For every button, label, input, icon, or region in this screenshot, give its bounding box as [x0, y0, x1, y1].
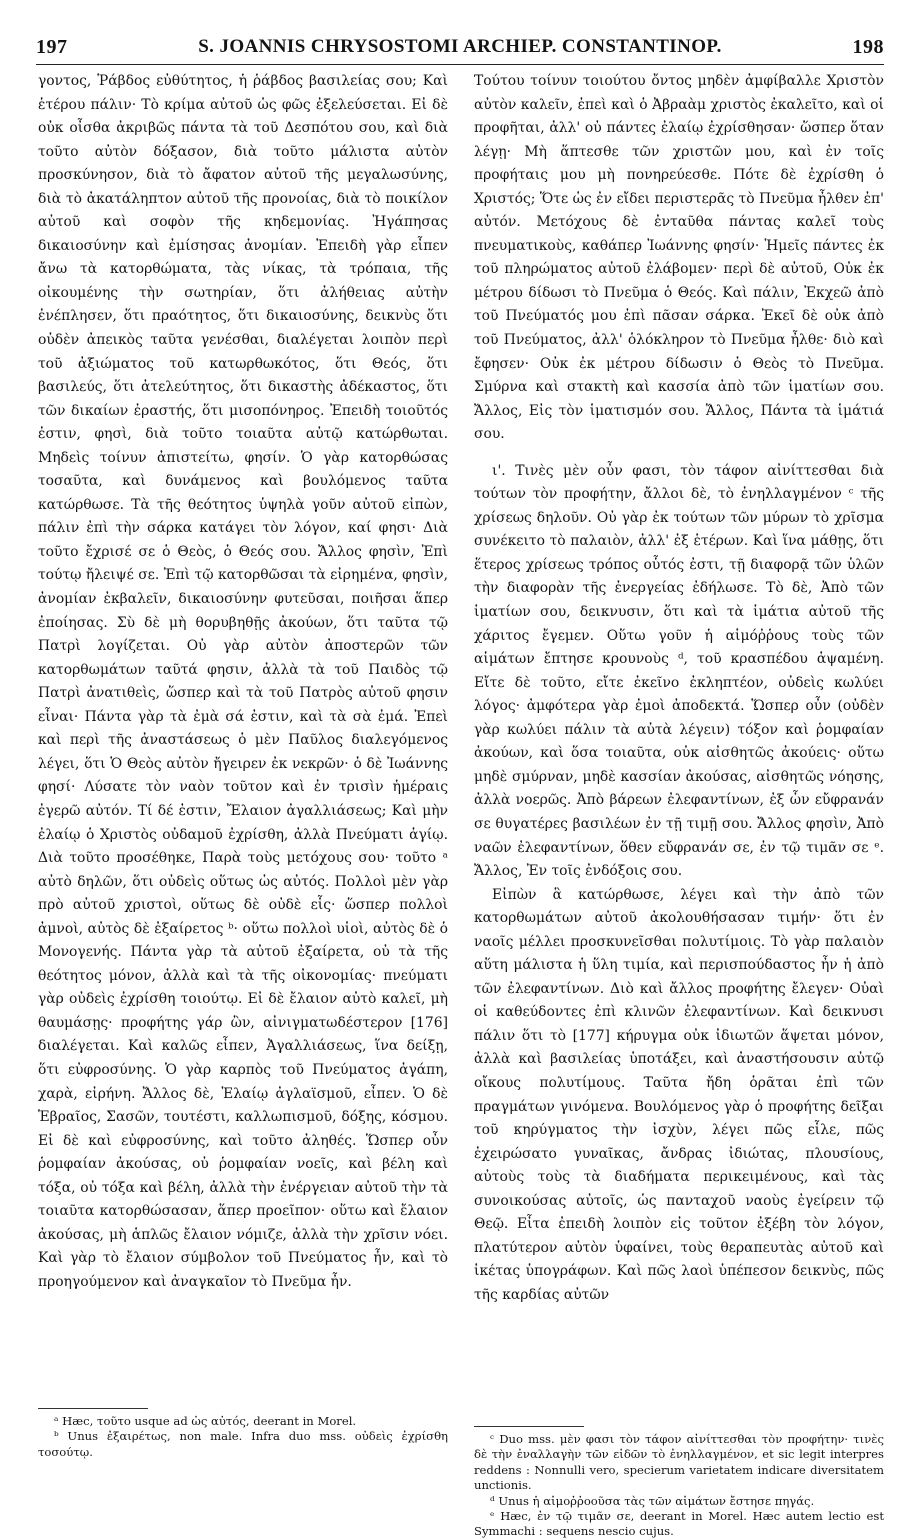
right-paragraph-3: Εἰπὼν ἃ κατώρθωσε, λέγει καὶ τὴν ἀπὸ τῶν κατορθωμάτων αὐτοῦ ἀκολουθήσασαν τιμήν· ὅτι ἐν ναοῖς μέλλει προσκυνεῖσθαι πολυτίμοις. Τὸ γὰρ παλαιὸν αὕτη μάλιστα ἡ ὕλη τιμία, καὶ περισπούδαστος ἦν ἡ ἀπὸ τῶν ἐλεφαντίνων. Διὸ καὶ ἄλλος προφήτης ἔλεγεν· Οὐαὶ οἱ καθεύδοντες ἐπὶ κλινῶν ἐλεφαντίνων. Καὶ δεικνυσι πάλιν ὅτι τὸ [177] κήρυγμα οὐκ ἰδιωτῶν ἅψεται μόνον, ἀλλὰ καὶ βασιλείας ὑποτάξει, καὶ ἀναστήσουσιν αὐτῷ οἴκους πολυτίμους. Ταῦτα ἤδη ὁρᾶται ἐπὶ τῶν πραγμάτων γινόμενα. Βουλόμενος γὰρ ὁ προφήτης δεῖξαι τοῦ κηρύγματος τὴν ἰσχὺν, λέγει πῶς εἷλε, πῶς ἐχειρώσατο γυναῖκας, ἄνδρας ἰδιώτας, πλουσίους, αὐτοὺς τοὺς τὰ διαδήματα περικειμένους, καὶ τὰς συνοικούσας αὐτοῖς, ὡς πανταχοῦ ναοὺς ἐγείρειν τῷ Θεῷ. Εἶτα ἐπειδὴ λοιπὸν εἰς τοῦτον ἐξέβη τὸν λόγον, πλατύτερον αὐτὸν ὑφαίνει, τοὺς θεραπευτὰς αὐτοῦ καὶ ἱκέτας ὑπογράφων. Καὶ πῶς λαοὶ ὑπέπεσον δεικνὺς, πῶς τῆς καρδίας αὐτῶν: [474, 886, 884, 1303]
footnote-rule-left: [38, 1408, 148, 1409]
footnote-a: ᵃ Hæc, τοῦτο usque ad ὡς αὐτός, deerant in Morel.: [54, 1414, 357, 1428]
footnote-b: ᵇ Unus ἐξαιρέτως, non male. Infra duo mss. οὐδεὶς ἐχρίσθη τοσούτῳ.: [38, 1429, 448, 1459]
right-paragraph-1: Τούτου τοίνυν τοιούτου ὄντος μηδὲν ἀμφίβαλλε Χριστὸν αὐτὸν καλεῖν, ἐπεὶ καὶ ὁ Ἀβραὰμ χριστὸς ἐκαλεῖτο, καὶ οἱ προφῆται, ἀλλ' οὐ πάντες ἐλαίῳ ἐχρίσθησαν· ὥσπερ ὅταν λέγῃ· Μὴ ἅπτεσθε τῶν χριστῶν μου, καὶ ἐν τοῖς προφήταις μου μὴ πονηρεύεσθε. Πότε δὲ ἐχρίσθη ὁ Χριστός; Ὅτε ὡς ἐν εἴδει περιστερᾶς τὸ Πνεῦμα ἦλθεν ἐπ' αὐτόν. Μετόχους δὲ ἐνταῦθα πάντας καλεῖ τοὺς πνευματικοὺς, καθάπερ Ἰωάννης φησίν· Ἡμεῖς πάντες ἐκ τοῦ πληρώματος αὐτοῦ ἐλάβομεν· περὶ δὲ αὐτοῦ, Οὐκ ἐκ μέτρου δίδωσι τὸ Πνεῦμα ὁ Θεός. Καὶ πάλιν, Ἐκχεῶ ἀπὸ τοῦ Πνεύματός μου ἐπὶ πᾶσαν σάρκα. Ἐκεῖ δὲ οὐκ ἀπὸ τοῦ Πνεύματος, ἀλλ' ὁλόκληρον τὸ Πνεῦμα ἦλθε· διὸ καὶ ἔφησεν· Οὐκ ἐκ μέτρου δίδωσιν ὁ Θεὸς τὸ Πνεῦμα. Σμύρνα καὶ στακτὴ καὶ κασσία ἀπὸ τῶν ἱματίων σου. Ἄλλος, Εἰς τὸν ἱματισμόν σου. Ἄλλος, Πάντα τὰ ἱμάτιά σου.: [474, 73, 884, 443]
footnotes-right: [474, 1432, 884, 1540]
page-number-left: 197: [36, 36, 68, 58]
footnote-d: ᵈ Unus ἡ αἱμοῤῥοοῦσα τὰς τῶν αἱμάτων ἔστησε πηγάς.: [490, 1493, 815, 1508]
right-paragraph-2: ι'. Τινὲς μὲν οὖν φασι, τὸν τάφον αἰνίττεσθαι διὰ τούτων τὸν προφήτην, ἄλλοι δὲ, τὸ ἐνηλλαγμένον ᶜ τῆς χρίσεως δηλοῦν. Οὐ γὰρ ἐκ τούτων τῶν μύρων τὸ χρῖσμα συνέκειτο τὸ παλαιὸν, ἀλλ' ἐξ ἑτέρων. Καὶ ἵνα μάθῃς, ὅτι ἕτερος χρίσεως τρόπος οὗτός ἐστι, τῇ διαφορᾷ τῶν ὑλῶν τὴν διαφορὰν τῆς ἐνεργείας ἐδήλωσε. Τὸ δὲ, Ἀπὸ τῶν ἱματίων σου, δεικνυσιν, ὅτι καὶ τὰ ἱμάτια αὐτοῦ τῆς χάριτος ἔγεμεν. Οὕτω γοῦν ἡ αἱμόῤῥους τοὺς τῶν αἱμάτων ἔπτησε κρουνοὺς ᵈ, τοῦ κρασπέδου ἁψαμένη. Εἴτε δὲ τοῦτο, εἴτε ἐκεῖνο ἐκληπτέον, οὐδεὶς κωλύει λόγος· ἀμφότερα γὰρ ἐμοὶ ἀποδεκτά. Ὥσπερ οὖν (οὐδὲν γὰρ κωλύει πάλιν τὰ αὐτὰ λέγειν) τόξον καὶ ῥομφαίαν ἀκούων, καὶ ὅσα τοιαῦτα, οὐκ αἰσθητῶς ἀκούεις· οὕτω μηδὲ σμύρναν, μηδὲ κασσίαν ἀκούσας, αἰσθητῶς νόησης, ἀλλὰ νοερῶς. Ἀπὸ βάρεων ἐλεφαντίνων, ἐξ ὧν εὔφρανάν σε θυγατέρες βασιλέων ἐν τῇ τιμῇ σου. Ἄλλος φησὶν, Ἀπὸ ναῶν ἐλεφαντίνων, ὅθεν εὔφρανάν σε, ἐν τῷ τιμᾶν σε ᵉ. Ἄλλος, Ἐν τοῖς ἐνδόξοις σου.: [474, 462, 884, 880]
page-header: [36, 24, 884, 65]
left-column: [38, 70, 448, 1294]
footnotes-left: [38, 1414, 448, 1460]
left-paragraph-1: γοντος, Ῥάβδος εὐθύτητος, ἡ ῥάβδος βασιλείας σου; Καὶ ἑτέρου πάλιν· Τὸ κρίμα αὐτοῦ ὡς φῶς ἐξελεύσεται. Εἰ δὲ οὐκ οἶσθα ἀκριβῶς πάντα τὰ τοῦ Δεσπότου σου, καὶ διὰ τοῦτο αὐτὸν δόξασον, διὰ τοῦτο μάλιστα αὐτὸν προσκύνησον, διὰ τὸ ἄφατον αὐτοῦ τῆς μεγαλωσύνης, διὰ τὸ ἀκατάληπτον αὐτοῦ τῆς προνοίας, διὰ τὸ ποικίλον αὐτοῦ καὶ σοφὸν τῆς κηδεμονίας. Ἠγάπησας δικαιοσύνην καὶ ἐμίσησας ἀνομίαν. Ἐπειδὴ γὰρ εἶπεν ἄνω τὰ κατορθώματα, τὰς νίκας, τὰ τρόπαια, τῆς οἰκουμένης τὴν σωτηρίαν, ὅτι ἀλήθειας αὐτὴν ἐνέπλησεν, ὅτι πραότητος, ὅτι δικαιοσύνης, δεικνὺς ὅτι οὐδὲν ἀπεικὸς ταῦτα γενέσθαι, διαλέγεται λοιπὸν περὶ τοῦ ἀξιώματος τοῦ κατωρθωκότος, ὅτι Θεός, ὅτι βασιλεύς, ὅτι ἀτελεύτητος, ὅτι δικαστὴς ἀδέκαστος, ὅτι τῶν δικαίων ἐραστής, ὅτι μισοπόνηρος. Ἐπειδὴ τοιοῦτός ἐστιν, φησὶ, διὰ τοῦτο τοιαῦτα αὐτῷ κατώρθωται. Μηδεὶς τοίνυν ἀπιστείτω, φησίν. Ὁ γὰρ κατορθώσας τοσαῦτα, καὶ δυνάμενος καὶ βουλόμενος ταῦτα κατώρθωσε. Τὰ τῆς θεότητος ὑψηλὰ γοῦν αὐτοῦ εἰπὼν, πάλιν ἐπὶ τὴν σάρκα κατάγει τὸν λόγον, καί φησι· Διὰ τοῦτο ἔχρισέ σε ὁ Θεὸς, ὁ Θεός σου. Ἄλλος φησὶν, Ἐπὶ τούτῳ ἤλειψέ σε. Ἐπὶ τῷ κατορθῶσαι τὰ εἰρημένα, φησὶν, ἀνομίαν ἐκβαλεῖν, δικαιοσύνην φυτεῦσαι, ποιῆσαι ἅπερ ἐποίησας. Σὺ δὲ μὴ θορυβηθῇς ἀκούων, ὅτι ταῦτα τῷ Πατρὶ λογίζεται. Οὐ γὰρ αὐτὸν ἀποστερῶν τῶν κατορθωμάτων ταῦτά φησιν, ἀλλὰ τὰ τοῦ Παιδὸς τῷ Πατρὶ ἀνατιθεὶς, ὥσπερ καὶ τὰ τοῦ Πατρὸς αὐτοῦ φησιν εἶναι· Πάντα γὰρ τὰ ἐμὰ σά ἐστιν, καὶ τὰ σὰ ἐμά. Ἐπεὶ καὶ περὶ τῆς ἀναστάσεως ὁ μὲν Παῦλος διαλεγόμενος λέγει, ὅτι Ὁ Θεὸς αὐτὸν ἤγειρεν ἐκ νεκρῶν· ὁ δὲ Ἰωάννης φησί· Λύσατε τὸν ναὸν τοῦτον καὶ ἐν τρισὶν ἡμέραις ἐγερῶ αὐτόν. Τί δέ ἐστιν, Ἔλαιον ἀγαλλιάσεως; Καὶ μὴν ἐλαίῳ ὁ Χριστὸς οὐδαμοῦ ἐχρίσθη, ἀλλὰ Πνεύματι ἁγίῳ. Διὰ τοῦτο προσέθηκε, Παρὰ τοὺς μετόχους σου· τοῦτο ᵃ αὐτὸ δηλῶν, ὅτι οὐδεὶς οὕτως ὡς αὐτός. Πολλοὶ μὲν γὰρ πρὸ αὐτοῦ χριστοὶ, οὕτως δὲ οὐδὲ εἷς· ὥσπερ πολλοὶ ἀμνοὶ, αὐτὸς δὲ ἐξαίρετος ᵇ· οὕτω πολλοὶ υἱοὶ, αὐτὸς δὲ ὁ Μονογενής. Πάντα γὰρ τὰ αὐτοῦ ἐξαίρετα, οὐ τὰ τῆς θεότητος μόνον, ἀλλὰ καὶ τὰ τῆς οἰκονομίας· πνεύματι γὰρ οὐδεὶς ἐχρίσθη τοιούτῳ. Εἰ δὲ ἔλαιον αὐτὸ καλεῖ, μὴ θαυμάσῃς· προφήτης γάρ ὢν, αἰνιγματωδέστερον [176] διαλέγεται. Καὶ καλῶς εἶπεν, Ἀγαλλιάσεως, ἵνα δείξῃ, ὅτι εὐφροσύνης. Ὁ γὰρ καρπὸς τοῦ Πνεύματος ἀγάπη, χαρὰ, εἰρήνη. Ἄλλος δὲ, Ἐλαίῳ ἀγλαϊσμοῦ, εἶπεν. Ὁ δὲ Ἑβραῖος, Σασῶν, τουτέστι, καλλωπισμοῦ, δόξης, κόσμου. Εἰ δὲ καὶ εὐφροσύνης, καὶ τοῦτο ἀληθές. Ὥσπερ οὖν ῥομφαίαν ἀκούσας, οὐ ῥομφαίαν νοεῖς, καὶ βέλη καὶ τόξα, οὐ τόξα καὶ βέλη, ἀλλὰ τὴν ἐνέργειαν αὐτοῦ τὴν τὰ τοιαῦτα κατορθώσασαν, ἅπερ προεῖπον· οὕτω καὶ ἔλαιον ἀκούσας, μὴ ἁπλῶς ἔλαιον νόμιζε, ἀλλὰ τὴν χρῖσιν νόει. Καὶ γὰρ τὸ ἔλαιον σύμβολον τοῦ Πνεύματος ἦν, καὶ τὸ προηγούμενον καὶ ἀναγκαῖον τὸ Πνεῦμα ἦν.: [38, 73, 448, 1290]
footnote-e: ᵉ Hæc, ἐν τῷ τιμᾶν σε, deerant in Morel. Hæc autem lectio est Symmachi : sequens nescio cujus.: [474, 1509, 884, 1539]
page-number-right: 198: [852, 36, 884, 58]
right-column: [474, 70, 884, 1307]
footnote-c: ᶜ Duo mss. μὲν φασι τὸν τάφον αἰνίττεσθαι τὸν προφήτην· τινὲς δὲ τὴν ἐναλλαγὴν τῶν εἰδῶν τὸ ἐνηλλαγμένον, et sic legit interpres reddens : Nonnulli vero, specierum varietatem indicare diversitatem unctionis.: [474, 1432, 884, 1493]
running-title: S. JOANNIS CHRYSOSTOMI ARCHIEP. CONSTANTINOP.: [198, 36, 722, 57]
footnote-rule-right: [474, 1426, 584, 1427]
